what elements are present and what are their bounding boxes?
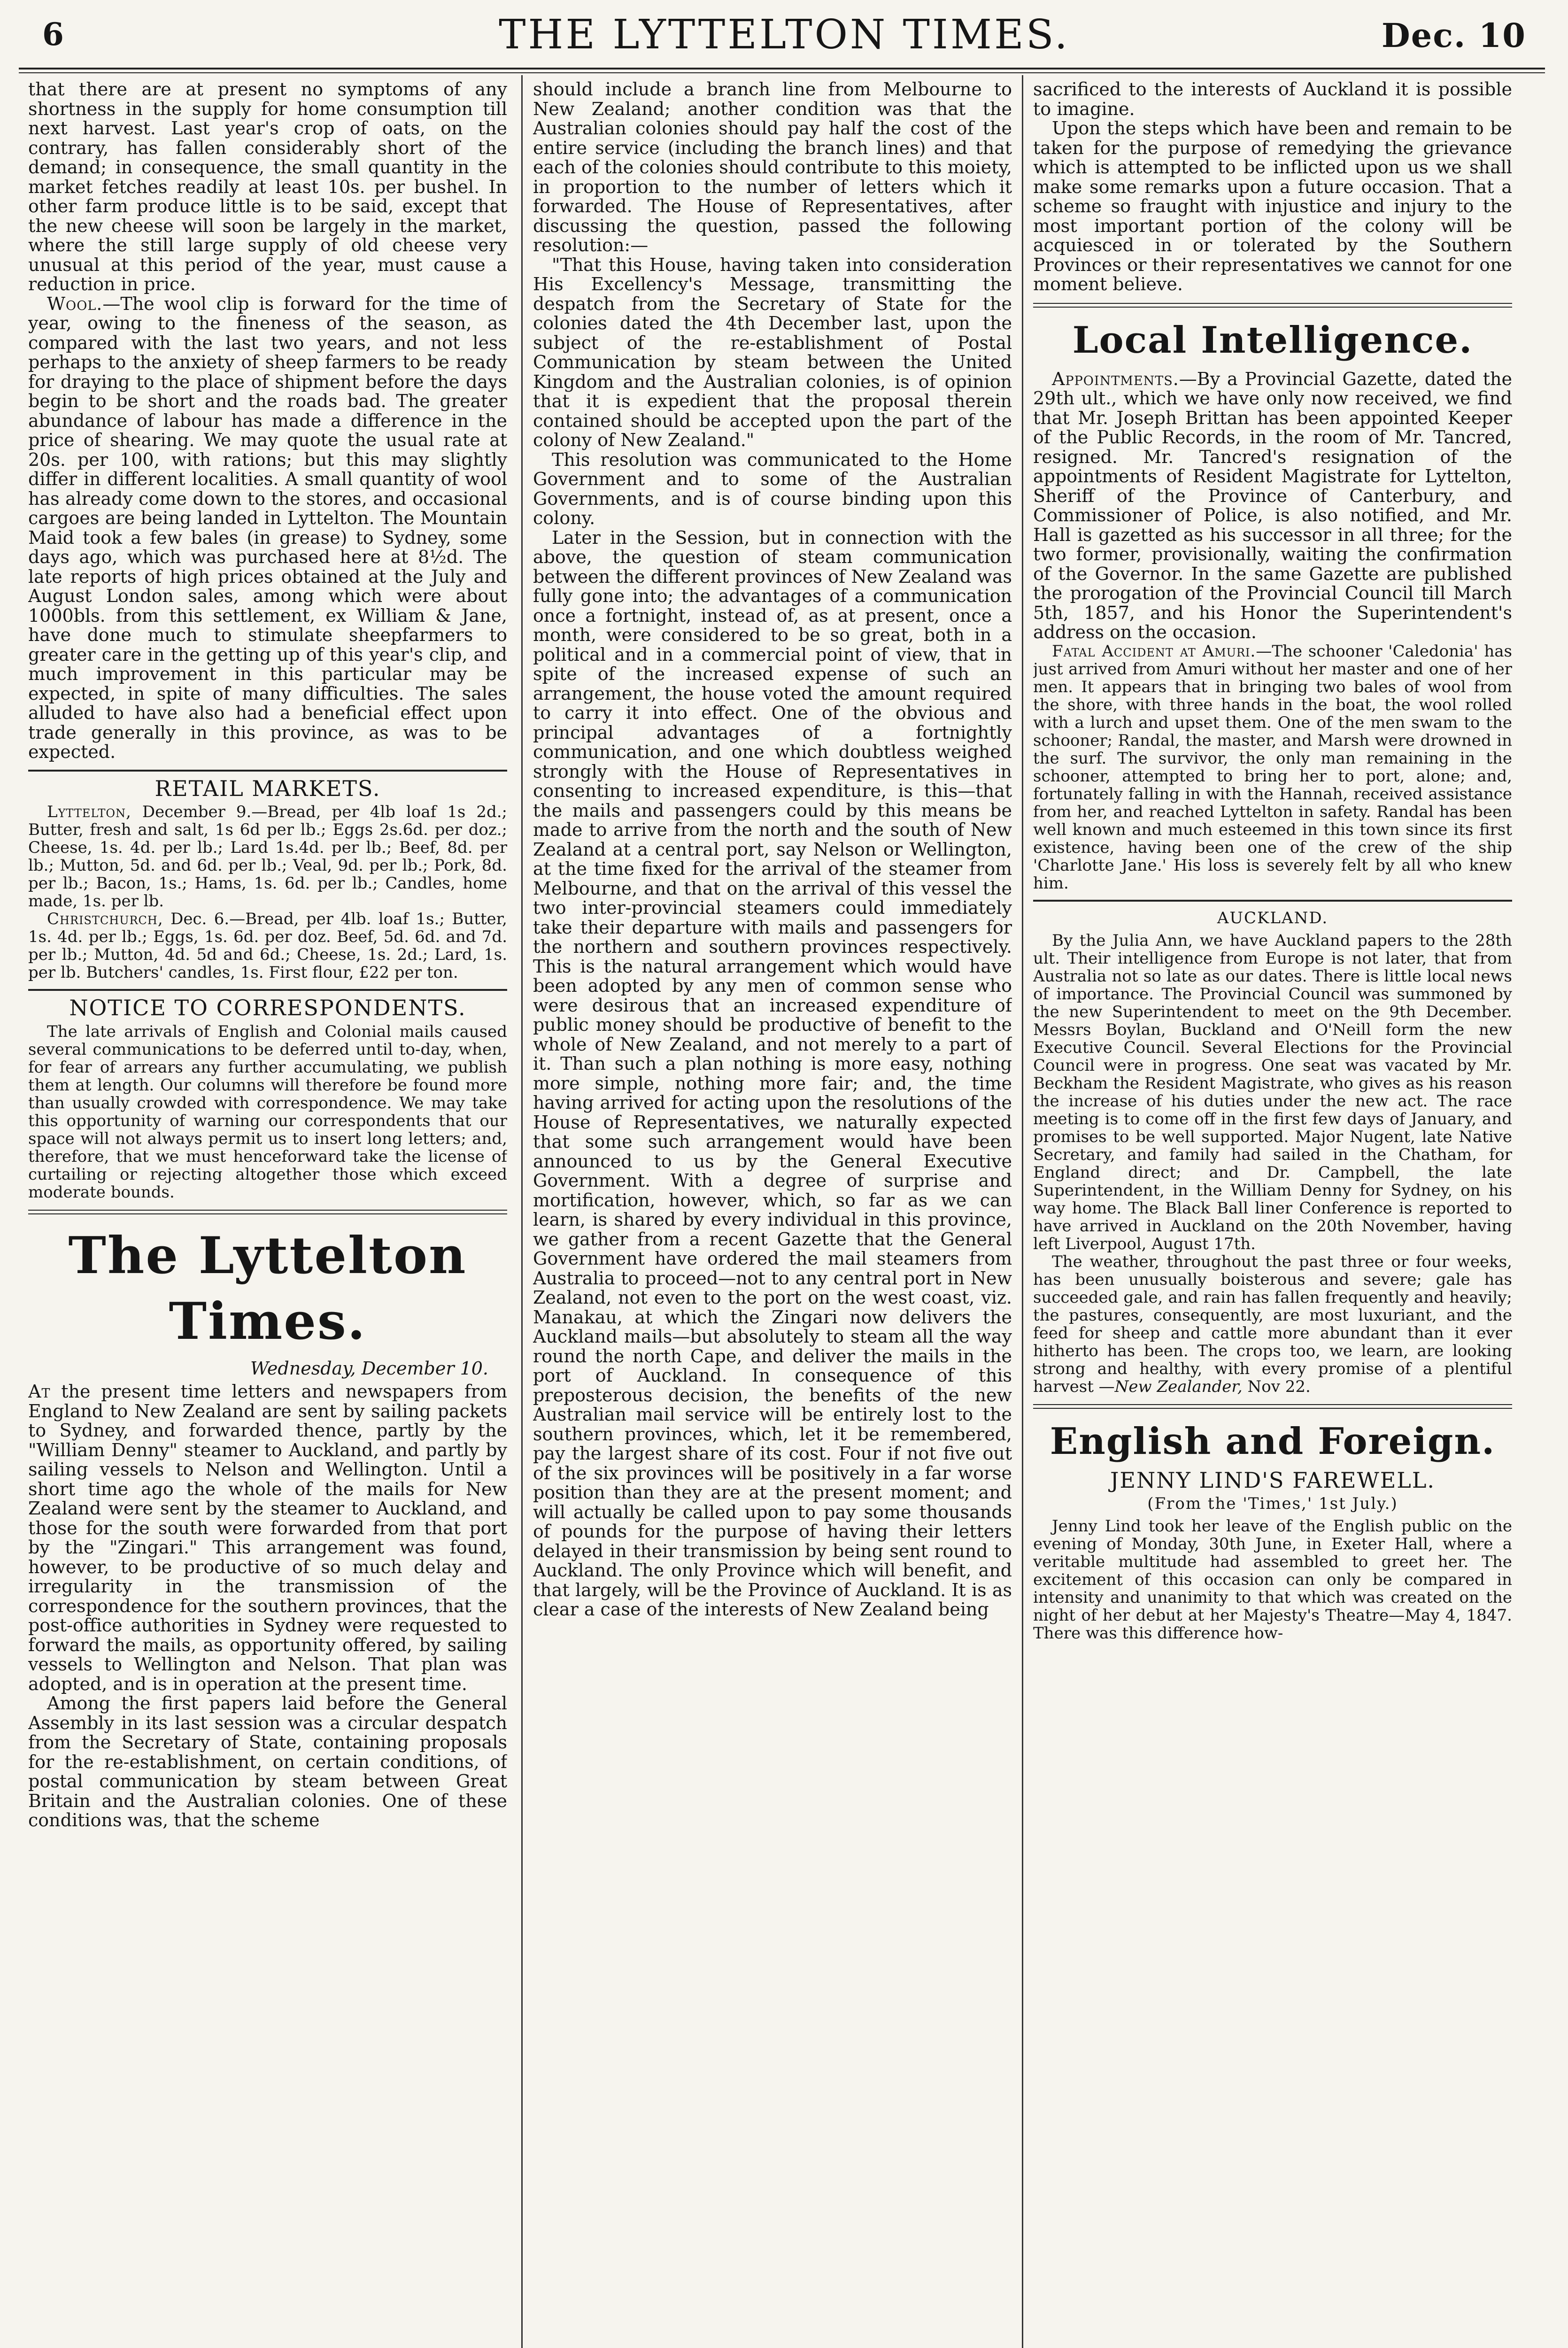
retail-markets-heading: RETAIL MARKETS.: [154, 775, 381, 801]
double-rule: [1033, 303, 1512, 308]
page-number: 6: [42, 16, 64, 53]
lyttelton-text: December 9.—Bread, per 4lb loaf 1s 2d.; Butter, fresh and salt, 1s 6d per lb.; Eggs 2s.6d. per doz.; Cheese, 1s. 4d. per lb.; Lard 1s.4d. per lb.; Beef, 8d. per lb.; Mutton, 5d. and 6d. per lb.; Veal, 9d. per lb.; Pork, 8d. per lb.; Bacon, 1s.; Hams, 1s. 6d. per lb.; Candles, home made, 1s. per lb.: [28, 803, 507, 911]
column-1: [28, 80, 507, 2348]
editorial-paragraph: Later in the Session, but in connection with the above, the question of steam communication between the different provinces of New Zealand was fully gone into; the advantages of a communication once a fortnight, instead of, as at present, once a month, were considered to be so great, both in a political and in a commercial point of view, that in spite of the increased expense of such an arrangement, the house voted the amount required to carry it into effect. One of the obvious and principal advantages of a fortnightly communication, and one which doubtless weighed strongly with the House of Representatives in consenting to increased expenditure, is this—that the mails and passengers could by this means be made to arrive from the north and the south of New Zealand at a central port, say Nelson or Wellington, at the time fixed for the arrival of the steamer from Melbourne, and that on the arrival of this vessel the two inter-provincial steamers could immediately take their departure with mails and passengers for the northern and southern provinces respectively. This is the natural arrangement which would have been adopted by any men of common sense who were desirous that an increased expenditure of public money should be productive of benefit to the whole of New Zealand, and not merely to a part of it. Than such a plan nothing is more easy, nothing more simple, nothing more fair; and, the time having arrived for acting upon the resolutions of the House of Representatives, we naturally expected that some such arrangement would have been announced to us by the General Executive Government. With a degree of surprise and mortification, however, which, so far as we can learn, is shared by every individual in this province, we gather from a recent Gazette that the General Government have ordered the mail steamers from Australia to proceed—not to any central port in New Zealand, not even to the port on the west coast, viz. Manakau, at which the Zingari now delivers the Auckland mails—but absolutely to steam all the way round the north Cape, and deliver the mails in the port of Auckland. In consequence of this preposterous decision, the benefits of the new Australian mail service will be entirely lost to the southern provinces, which, let it be remembered, pay the largest share of its cost. Four if not five out of the six provinces will be positively in a far worse position than they are at the present moment; and will actually be called upon to pay some thousands of pounds for the purpose of having their letters delayed in their transmission by being sent round to Auckland. The only Province which will benefit, and that largely, will be the Province of Auckland. It is as clear a case of the interests of New Zealand being: [533, 527, 1012, 1620]
jenny-lind-heading: JENNY LIND'S FAREWELL.: [1110, 1467, 1436, 1493]
appointments-label: Appointments.: [1052, 368, 1179, 389]
column-3: [1033, 80, 1512, 2348]
section-rule: [1033, 900, 1512, 902]
fatal-accident-label: Fatal Accident at Amuri.: [1052, 641, 1256, 661]
auckland-heading: AUCKLAND.: [1217, 908, 1329, 927]
double-rule: [1033, 1404, 1512, 1409]
lead-text: the present time letters and newspapers from England to New Zealand are sent by sailing packets to Sydney, and forwarded thence, partly by the "William Denny" steamer to Auckland, and partly by sailing vessels to Nelson and Wellington. Until a short time ago the whole of the mails for New Zealand were sent by the steamer to Auckland, and those for the south were forwarded from that port by the "Zingari." This arrangement was found, however, to be productive of so much delay and irregularity in the transmission of the correspondence for the southern provinces, that the post-office authorities in Sydney were requested to forward the mails, as opportunity offered, by sailing vessels to Wellington and Nelson. That plan was adopted, and is in operation at the present time.: [28, 1381, 507, 1694]
christchurch-prices: [28, 910, 507, 981]
double-rule: [28, 1210, 507, 1214]
appointments-paragraph: [1033, 370, 1512, 642]
editorial-title: The Lyttelton Times.: [68, 1226, 467, 1351]
wool-text: —The wool clip is forward for the time of year, owing to the fineness of the season, as compared with the last two years, and not less perhaps to the anxiety of sheep farmers to be ready for draying to the place of shipment before the days begin to be short and the roads bad. The greater abundance of labour has made a difference in the price of shearing. We may quote the usual rate at 20s. per 100, with rations; but this may slightly differ in different localities. A small quantity of wool has already come down to the stores, and occasional cargoes are being landed in Lyttelton. The Mountain Maid took a few bales (in grease) to Sydney, some days ago, which was purchased here at 8½d. The late reports of high prices obtained at the July and August London sales, among which were about 1000bls. from this settlement, ex William & Jane, have done much to stimulate sheepfarmers to greater care in the getting up of this year's clip, and much improvement in this particular may be expected, in spite of many difficulties. The sales alluded to have also had a beneficial effect upon trade generally in this province, as was to be expected.: [28, 293, 507, 762]
jenny-lind-source: (From the 'Times,' 1st July.): [1147, 1494, 1398, 1513]
english-and-foreign-heading: English and Foreign.: [1050, 1420, 1496, 1463]
fatal-accident-paragraph: [1033, 642, 1512, 892]
lyttelton-prices: [28, 803, 507, 910]
editorial-dateline: Wednesday, December 10.: [250, 1358, 488, 1379]
column-divider: [1022, 75, 1023, 2348]
editorial-paragraph: This resolution was communicated to the Home Government and to some of the Australian Governments, and is of course binding upon this colony.: [533, 449, 1012, 528]
christchurch-label: Christchurch,: [47, 910, 163, 928]
issue-date: Dec. 10: [1381, 16, 1526, 55]
weather-source-date: Nov 22.: [1242, 1377, 1311, 1396]
column-divider: [521, 75, 523, 2348]
section-rule: [28, 989, 507, 991]
editorial-paragraph: Upon the steps which have been and remain to be taken for the purpose of remedying the grievance which is attempted to be inflicted upon us we shall make some remarks upon a future occasion. That a scheme so fraught with injustice and injury to the most important portion of the colony will be acquiesced in or tolerated by the Southern Provinces or their representatives we cannot for one moment believe.: [1033, 118, 1512, 294]
editorial-paragraph: Among the first papers laid before the General Assembly in its last session was a circular despatch from the Secretary of State, containing proposals for the re-establishment, on certain conditions, of postal communication by steam between Great Britain and the Australian colonies. One of these conditions was, that the scheme: [28, 1693, 507, 1831]
auckland-paragraph: By the Julia Ann, we have Auckland papers to the 28th ult. Their intelligence from Europe is not later, that from Australia not so late as our dates. There is little local news of importance. The Provincial Council was summoned by the new Superintendent to meet on the 9th December. Messrs Boylan, Buckland and O'Neill form the new Executive Council. Several Elections for the Provincial Council were in progress. One seat was vacated by Mr. Beckham the Resident Magistrate, who gives as his reason the increase of his duties under the new act. The race meeting is to come off in the first few days of January, and promises to be well supported. Major Nugent, late Native Secretary, and family had sailed in the Chatham, for England direct; and Dr. Campbell, the late Superintendent, in the William Denny for Sydney, on his way home. The Black Ball liner Conference is reported to have arrived in Auckland on the 20th November, having left Liverpool, August 17th.: [1033, 931, 1512, 1253]
lyttelton-label: Lyttelton,: [47, 803, 131, 821]
jenny-lind-text: Jenny Lind took her leave of the English public on the evening of Monday, 30th June, in Exeter Hall, where a veritable multitude had assembled to greet her. The excitement of this occasion can only be compared in intensity and unanimity to that which was created on the night of her debut at her Majesty's Theatre—May 4, 1847. There was this difference how-: [1033, 1517, 1512, 1643]
masthead: [42, 8, 1526, 60]
wool-label: Wool.: [47, 293, 103, 314]
editorial-lead: [28, 1382, 507, 1694]
section-rule: [28, 770, 507, 772]
farm-produce-paragraph: that there are at present no symptoms of any shortness in the supply for home consumption till next harvest. Last year's crop of oats, on the contrary, has fallen considerably short of the demand; in consequence, the small quantity in the market fetches readily at least 10s. per bushel. In other farm produce little is to be said, except that the new cheese will soon be largely in the market, where the still large supply of old cheese very unusual at this period of the year, must cause a reduction in price.: [28, 80, 507, 294]
masthead-rule: [19, 68, 1545, 73]
editorial-continued: should include a branch line from Melbourne to New Zealand; another condition was that the Australian colonies should pay half the cost of the entire service (including the branch lines) and that each of the colonies should contribute to this moiety, in proportion to the number of letters which it forwarded. The House of Representatives, after discussing the question, passed the following resolution:—: [533, 80, 1012, 255]
local-intelligence-heading: Local Intelligence.: [1072, 318, 1473, 362]
notice-heading: NOTICE TO CORRESPONDENTS.: [69, 995, 466, 1020]
newspaper-title: THE LYTTELTON TIMES.: [499, 11, 1070, 58]
column-2: [533, 80, 1012, 2348]
appointments-text: —By a Provincial Gazette, dated the 29th ult., which we have only now received, we find that Mr. Joseph Brittan has been appointed Keeper of the Public Records, in the room of Mr. Tancred, resigned. Mr. Tancred's resignation of the appointments of Resident Magistrate for Lyttelton, Sheriff of the Province of Canterbury, and Commissioner of Police, is also notified, and Mr. Hall is gazetted as his successor in all three; for the two former, provisionally, waiting the confirmation of the Governor. In the same Gazette are published the prorogation of the Provincial Council till March 5th, 1857, and his Honor the Superintendent's address on the occasion.: [1033, 368, 1512, 642]
lead-initial: At: [28, 1381, 51, 1402]
resolution-text: "That this House, having taken into consideration His Excellency's Message, transmitting the despatch from the Secretary of State for the colonies dated the 4th December last, upon the subject of the re-establishment of Postal Communication by steam between the United Kingdom and the Australian colonies, is of opinion that it is expedient that the proposal therein contained should be accepted upon the part of the colony of New Zealand.": [533, 254, 1012, 450]
editorial-continued: sacrificed to the interests of Auckland it is possible to imagine.: [1033, 80, 1512, 119]
notice-text: The late arrivals of English and Colonial mails caused several communications to be deferred until to-day, when, for fear of arrears any further accumulating, we publish them at length. Our columns will therefore be found more than usually crowded with correspondence. We may take this opportunity of warning our correspondents that our space will not always permit us to insert long letters; and, therefore, that we must henceforward take the license of curtailing or rejecting altogether those which exceed moderate bounds.: [28, 1022, 507, 1202]
fatal-accident-text: —The schooner 'Caledonia' has just arrived from Amuri without her master and one of her men. It appears that in bringing two bales of wool from the shore, with three hands in the boat, the wool rolled with a lurch and upset them. One of the men swam to the schooner; Randal, the master, and Marsh were drowned in the surf. The survivor, the only man remaining in the schooner, attempted to bring her to port, alone; and, fortunately falling in with the Hannah, received assistance from her, and reached Lyttelton in safety. Randal has been well known and much esteemed in this town since its first existence, having been one of the crew of the ship 'Charlotte Jane.' His loss is severely felt by all who knew him.: [1033, 641, 1512, 893]
weather-text: The weather, throughout the past three or four weeks, has been unusually boisterous and severe; gale has succeeded gale, and rain has fallen frequently and heavily; the pastures, consequently, are most luxuriant, and the feed for sheep and cattle more abundant than it ever hitherto has been. The crops too, we learn, are looking strong and healthy, with every promise of a plentiful harvest —: [1033, 1252, 1512, 1396]
christchurch-text: Dec. 6.—Bread, per 4lb. loaf 1s.; Butter, 1s. 4d. per lb.; Eggs, 1s. 6d. per doz. Beef, 5d. 6d. and 7d. per lb.; Mutton, 4d. 5d and 6d.; Cheese, 1s. 2d.; Lard, 1s. per lb. Butchers' candles, 1s. First flour, £22 per ton.: [28, 910, 507, 982]
weather-paragraph: [1033, 1253, 1512, 1396]
weather-source: New Zealander,: [1114, 1377, 1243, 1396]
wool-paragraph: [28, 294, 507, 762]
